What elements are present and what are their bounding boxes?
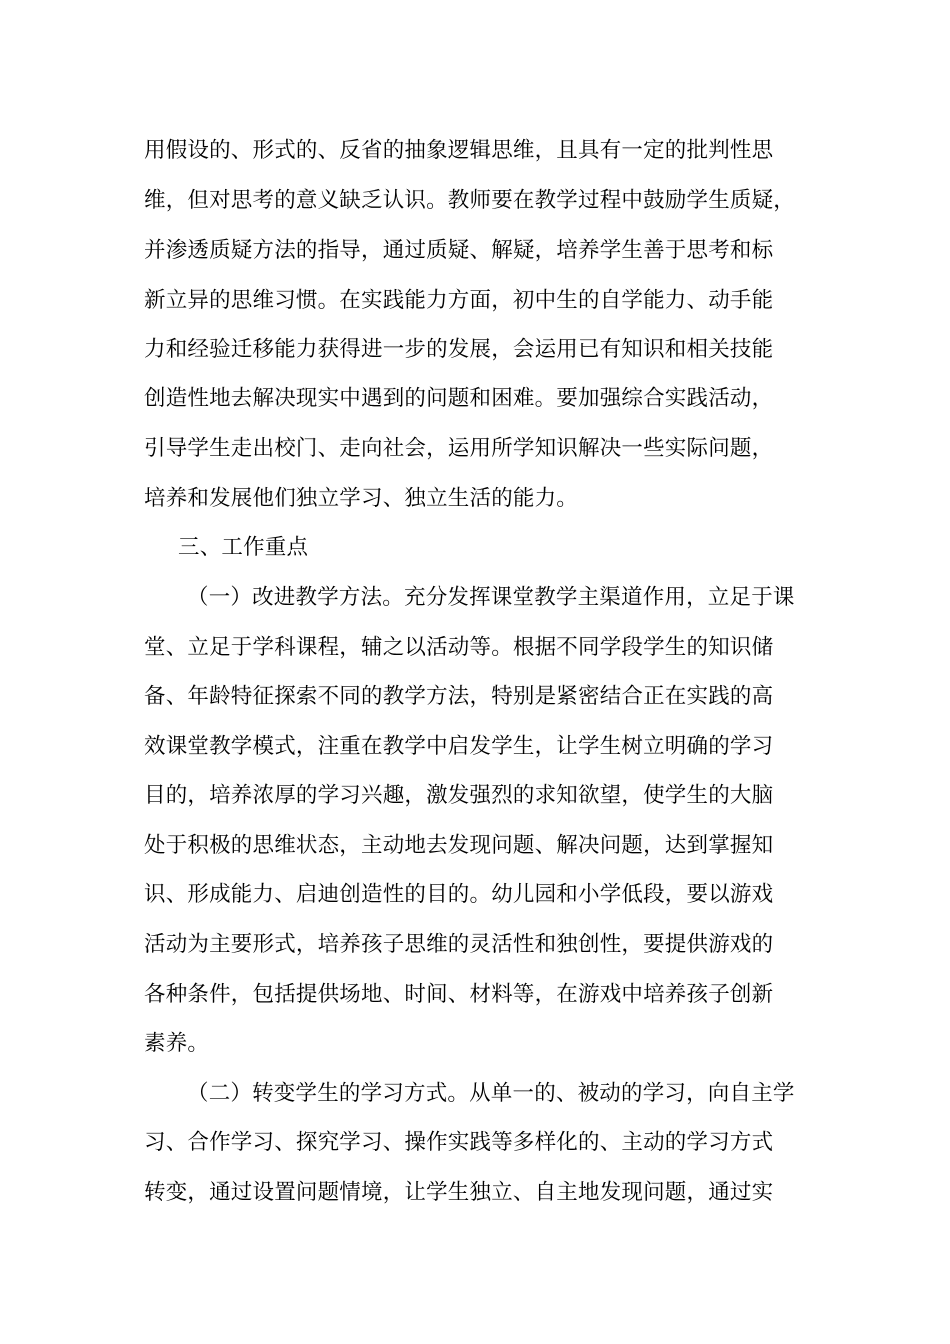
body-text-line: 培养和发展他们独立学习、独立生活的能力。 bbox=[144, 486, 579, 511]
body-text-line: 并渗透质疑方法的指导，通过质疑、解疑，培养学生善于思考和标 bbox=[144, 238, 774, 263]
body-text-line: 维，但对思考的意义缺乏认识。教师要在教学过程中鼓励学生质疑， bbox=[144, 188, 796, 213]
body-text-line: 各种条件，包括提供场地、时间、材料等，在游戏中培养孩子创新 bbox=[144, 982, 774, 1007]
body-text-line: 活动为主要形式，培养孩子思维的灵活性和独创性，要提供游戏的 bbox=[144, 932, 774, 957]
body-text-line: 引导学生走出校门、走向社会，运用所学知识解决一些实际问题， bbox=[144, 436, 774, 461]
body-text-line: 效课堂教学模式，注重在教学中启发学生，让学生树立明确的学习 bbox=[144, 734, 774, 759]
body-text-line: 用假设的、形式的、反省的抽象逻辑思维，且具有一定的批判性思 bbox=[144, 138, 774, 163]
body-text-line: 素养。 bbox=[144, 1031, 210, 1056]
body-text-line: 习、合作学习、探究学习、操作实践等多样化的、主动的学习方式 bbox=[144, 1130, 774, 1155]
body-text-line: 目的，培养浓厚的学习兴趣，激发强烈的求知欲望，使学生的大脑 bbox=[144, 783, 774, 808]
body-text-line: 堂、立足于学科课程，辅之以活动等。根据不同学段学生的知识储 bbox=[144, 635, 774, 660]
paragraph-first-line: （一）改进教学方法。充分发挥课堂教学主渠道作用，立足于课 bbox=[187, 585, 795, 610]
body-text-line: 备、年龄特征探索不同的教学方法，特别是紧密结合正在实践的高 bbox=[144, 684, 774, 709]
body-text-line: 新立异的思维习惯。在实践能力方面，初中生的自学能力、动手能 bbox=[144, 288, 774, 313]
section-heading: 三、工作重点 bbox=[178, 535, 309, 560]
body-text-line: 识、形成能力、启迪创造性的目的。幼儿园和小学低段，要以游戏 bbox=[144, 882, 774, 907]
body-text-line: 处于积极的思维状态，主动地去发现问题、解决问题，达到掌握知 bbox=[144, 833, 774, 858]
body-text-line: 力和经验迁移能力获得进一步的发展，会运用已有知识和相关技能 bbox=[144, 337, 774, 362]
paragraph-first-line: （二）转变学生的学习方式。从单一的、被动的学习，向自主学 bbox=[187, 1081, 795, 1106]
body-text-line: 创造性地去解决现实中遇到的问题和困难。要加强综合实践活动， bbox=[144, 386, 774, 411]
body-text-line: 转变，通过设置问题情境，让学生独立、自主地发现问题，通过实 bbox=[144, 1180, 774, 1205]
